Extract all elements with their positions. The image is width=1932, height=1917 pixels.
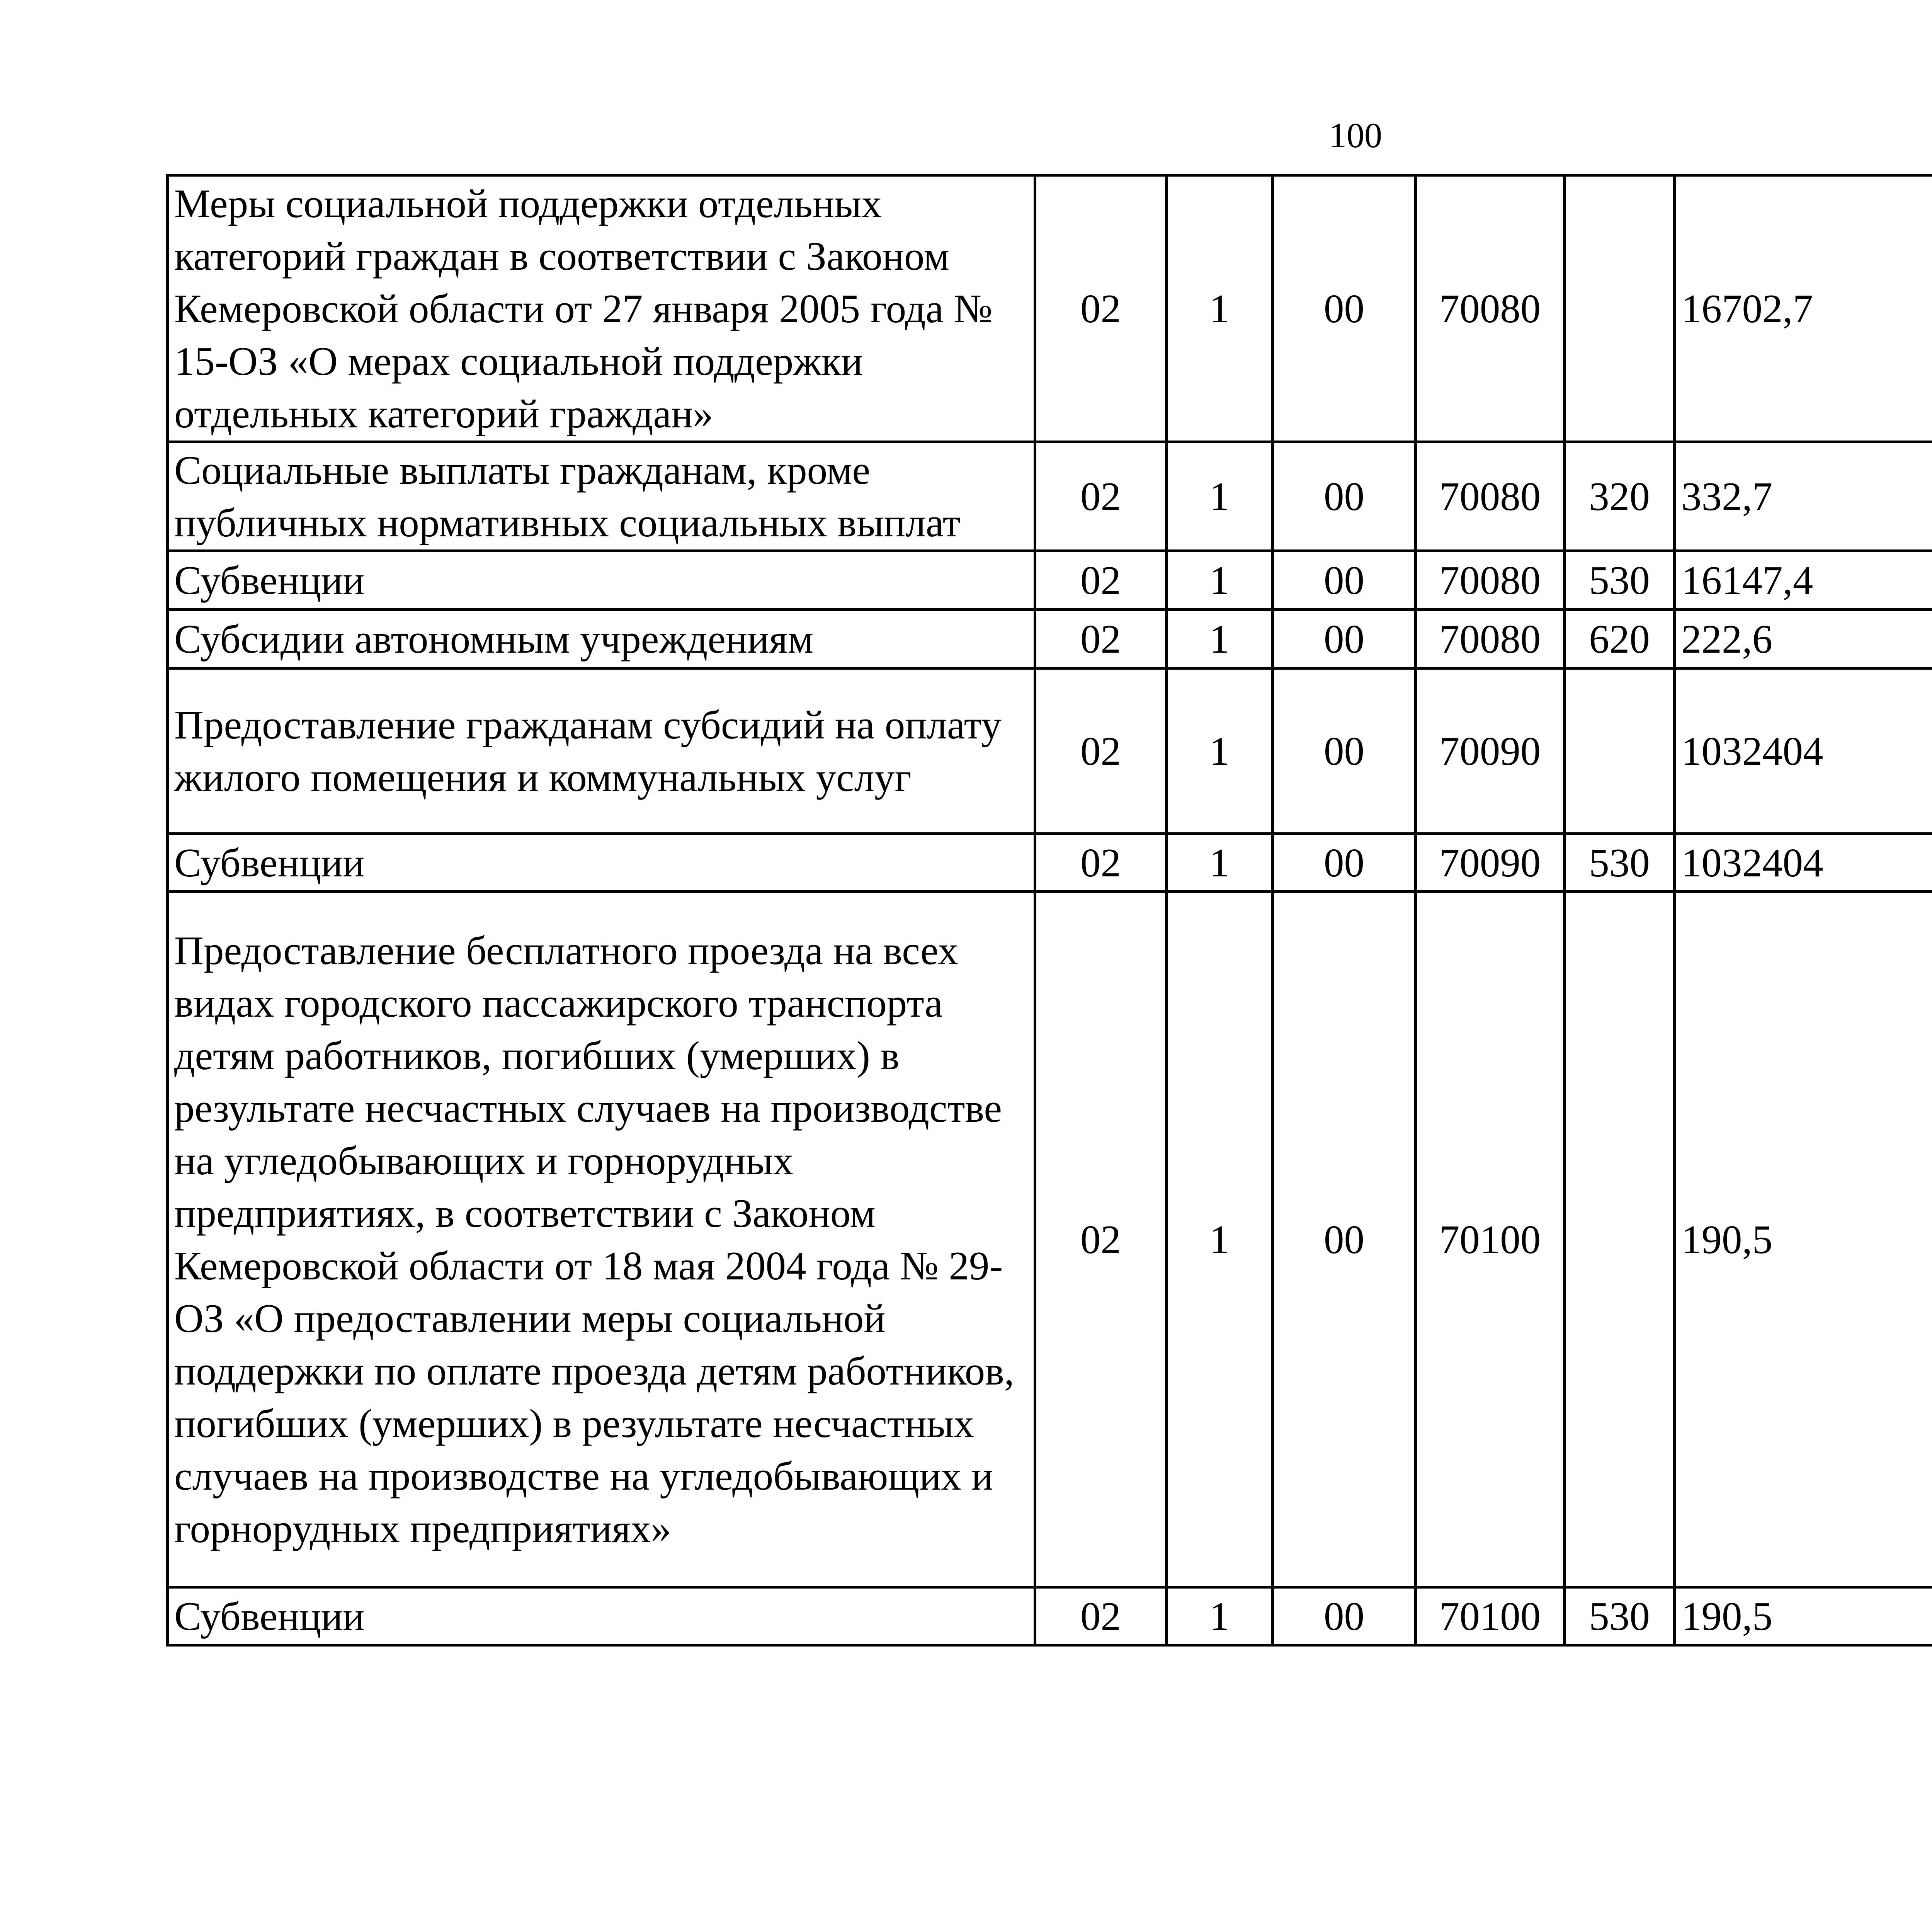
code-section: 02	[1035, 892, 1167, 1587]
table-row	[168, 668, 1932, 834]
table-row	[168, 442, 1932, 551]
table-row	[168, 175, 1932, 442]
table-row	[168, 610, 1932, 668]
row-name: Субсидии автономным учреждениям	[168, 610, 1035, 668]
code-section: 02	[1035, 610, 1167, 668]
code-subprogram: 00	[1273, 442, 1416, 551]
budget-table	[166, 174, 1932, 1647]
code-subprogram: 00	[1273, 610, 1416, 668]
code-program: 1	[1167, 442, 1273, 551]
row-name: Субвенции	[168, 1587, 1035, 1645]
code-expense-type: 620	[1565, 610, 1675, 668]
amount-1: 222,6	[1675, 610, 1932, 668]
code-program: 1	[1167, 892, 1273, 1587]
amount-1: 16702,7	[1675, 175, 1932, 442]
amount-1: 16147,4	[1675, 551, 1932, 610]
code-target: 70080	[1416, 175, 1565, 442]
code-expense-type	[1565, 668, 1675, 834]
code-subprogram: 00	[1273, 668, 1416, 834]
code-subprogram: 00	[1273, 175, 1416, 442]
code-program: 1	[1167, 668, 1273, 834]
code-program: 1	[1167, 175, 1273, 442]
code-program: 1	[1167, 834, 1273, 892]
code-section: 02	[1035, 668, 1167, 834]
code-expense-type: 530	[1565, 834, 1675, 892]
code-subprogram: 00	[1273, 892, 1416, 1587]
code-program: 1	[1167, 610, 1273, 668]
amount-1: 1032404	[1675, 668, 1932, 834]
code-subprogram: 00	[1273, 834, 1416, 892]
code-section: 02	[1035, 1587, 1167, 1645]
code-expense-type: 530	[1565, 1587, 1675, 1645]
row-name: Субвенции	[168, 551, 1035, 610]
code-program: 1	[1167, 1587, 1273, 1645]
code-target: 70090	[1416, 834, 1565, 892]
code-target: 70100	[1416, 892, 1565, 1587]
code-section: 02	[1035, 834, 1167, 892]
code-program: 1	[1167, 551, 1273, 610]
code-expense-type: 320	[1565, 442, 1675, 551]
table-row	[168, 892, 1932, 1587]
table-row	[168, 834, 1932, 892]
code-target: 70100	[1416, 1587, 1565, 1645]
amount-1: 190,5	[1675, 892, 1932, 1587]
code-expense-type	[1565, 175, 1675, 442]
row-name: Меры социальной поддержки отдельных категорий граждан в соответствии с Законом Кемеровской области от 27 января 2005 года № 15-ОЗ «О мерах социальной поддержки отдельных категорий граждан»	[168, 175, 1035, 442]
code-target: 70080	[1416, 610, 1565, 668]
code-expense-type	[1565, 892, 1675, 1587]
code-subprogram: 00	[1273, 551, 1416, 610]
code-section: 02	[1035, 442, 1167, 551]
row-name: Субвенции	[168, 834, 1035, 892]
amount-1: 1032404	[1675, 834, 1932, 892]
table-row	[168, 1587, 1932, 1645]
code-section: 02	[1035, 551, 1167, 610]
code-target: 70090	[1416, 668, 1565, 834]
code-target: 70080	[1416, 442, 1565, 551]
table-row	[168, 551, 1932, 610]
code-expense-type: 530	[1565, 551, 1675, 610]
amount-1: 190,5	[1675, 1587, 1932, 1645]
code-target: 70080	[1416, 551, 1565, 610]
page-number: 100	[1329, 116, 1382, 155]
code-subprogram: 00	[1273, 1587, 1416, 1645]
code-section: 02	[1035, 175, 1167, 442]
amount-1: 332,7	[1675, 442, 1932, 551]
row-name: Предоставление бесплатного проезда на всех видах городского пассажирского транспорта детям работников, погибших (умерших) в результате несчастных случаев на производстве на угледобывающих и горнорудных предприятиях, в соответствии с Законом Кемеровской области от 18 мая 2004 года № 29-ОЗ «О предоставлении меры социальной поддержки по оплате проезда детям работников, погибших (умерших) в результате несчастных случаев на производстве на угледобывающих и горнорудных предприятиях»	[168, 892, 1035, 1587]
row-name: Предоставление гражданам субсидий на оплату жилого помещения и коммунальных услуг	[168, 668, 1035, 834]
row-name: Социальные выплаты гражданам, кроме публичных нормативных социальных выплат	[168, 442, 1035, 551]
